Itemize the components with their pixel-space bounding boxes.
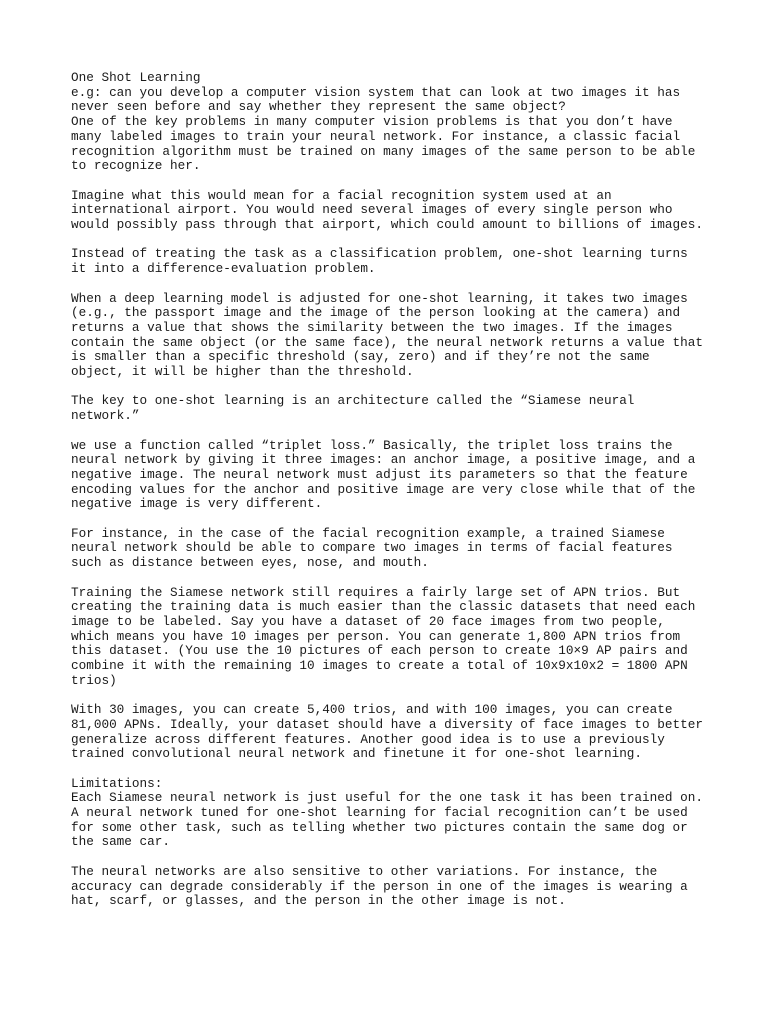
document-page	[71, 71, 711, 909]
paragraph-facial-features: For instance, in the case of the facial recognition example, a trained Siamese neural network should be able to compare two images in terms of facial features such as distance between eyes, nose, and mouth.	[71, 525, 673, 571]
paragraph-triplet-loss: we use a function called “triplet loss.” Basically, the triplet loss trains the neural network by giving it three images: an anchor image, a positive image, and a negative image. The neural network must adjust its parameters so that the feature encoding values for the anchor and positive image are very close while that of the negative image is very different.	[71, 437, 696, 512]
paragraph-sensitivity: The neural networks are also sensitive to other variations. For instance, the accuracy can degrade considerably if the person in one of the images is wearing a hat, scarf, or glasses, and the person in the other image is not.	[71, 863, 688, 909]
paragraph-airport: Imagine what this would mean for a facial recognition system used at an international airport. You would need several images of every single person who would possibly pass through that airport, which could amount to billions of images.	[71, 187, 703, 233]
paragraph-limitations: Limitations: Each Siamese neural network is just useful for the one task it has been trained on. A neural network tuned for one-shot learning for facial recognition can’t be used for some other task, such as telling whether two pictures contain the same dog or the same car.	[71, 775, 703, 850]
paragraph-difference-evaluation: Instead of treating the task as a classification problem, one-shot learning turns it into a difference-evaluation problem.	[71, 246, 688, 277]
paragraph-apn-trios: Training the Siamese network still requires a fairly large set of APN trios. But creating the training data is much easier than the classic datasets that need each image to be labeled. Say you have a dataset of 20 face images from two people, which means you have 10 images per person. You can generate 1,800 APN trios from this dataset. (You use the 10 pictures of each person to create 10×9 AP pairs and combine it with the remaining 10 images to create a total of 10x9x10x2 = 1800 APN trios)	[71, 584, 696, 688]
paragraph-siamese-network: The key to one-shot learning is an architecture called the “Siamese neural network.”	[71, 393, 635, 424]
paragraph-dataset-size: With 30 images, you can create 5,400 trios, and with 100 images, you can create 81,000 APNs. Ideally, your dataset should have a diversity of face images to better generalize across different features. Another good idea is to use a previously trained convolutional neural network and finetune it for one-shot learning.	[71, 702, 703, 762]
paragraph-intro: One Shot Learning e.g: can you develop a computer vision system that can look at two images it has never seen before and say whether they represent the same object? One of the key problems in many computer vision problems is that you don’t have many labeled images to train your neural network. For instance, a classic facial recognition algorithm must be trained on many images of the same person to be able to recognize her.	[71, 70, 696, 174]
paragraph-deep-learning-model: When a deep learning model is adjusted for one-shot learning, it takes two images (e.g., the passport image and the image of the person looking at the camera) and returns a value that shows the similarity between the two images. If the images contain the same object (or the same face), the neural network returns a value that is smaller than a specific threshold (say, zero) and if they’re not the same object, it will be higher than the threshold.	[71, 290, 703, 380]
